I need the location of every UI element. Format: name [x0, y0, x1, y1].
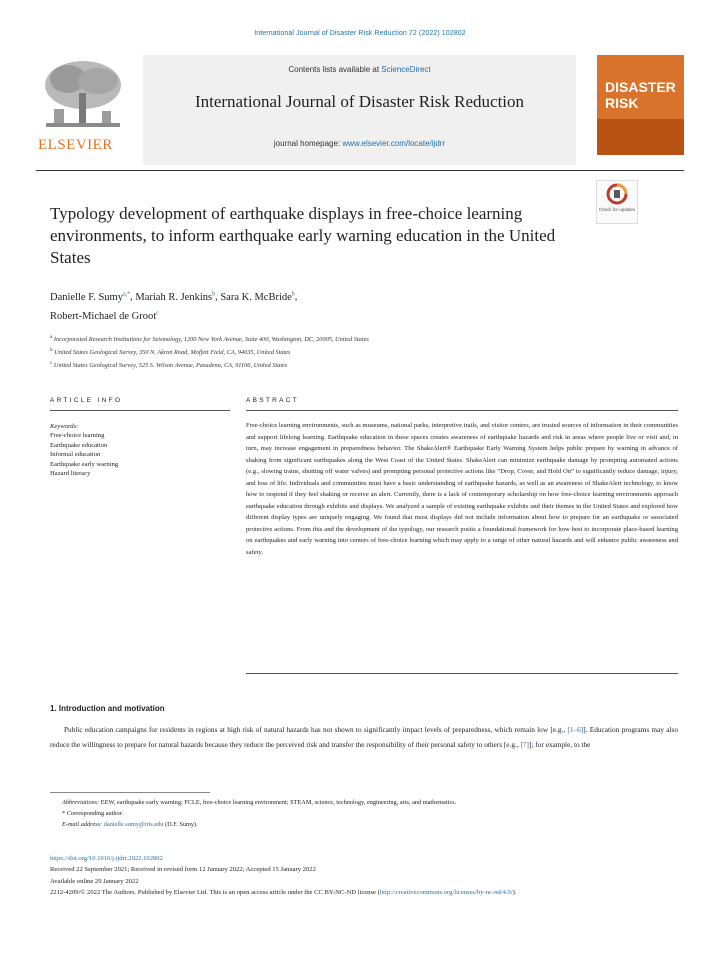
author-marks[interactable]: a,* [122, 291, 131, 297]
online-date: Available online 29 January 2022 [50, 877, 139, 885]
journal-reference[interactable]: International Journal of Disaster Risk Reduction 72 (2022) 102802 [254, 30, 466, 37]
citation-link[interactable]: [7] [520, 740, 529, 750]
check-updates-icon [597, 181, 637, 207]
doi-link[interactable]: https://doi.org/10.1016/j.ijdrr.2022.102802 [50, 855, 163, 862]
section-heading: 1. Introduction and motivation [50, 704, 165, 713]
journal-title: International Journal of Disaster Risk Reduction [194, 92, 525, 111]
header-divider [36, 170, 684, 171]
affiliation-mark: c [50, 360, 53, 367]
affiliation-mark: a [50, 334, 53, 340]
license-link[interactable]: http://creativecommons.org/licenses/by-nc-nd/4.0/ [379, 888, 513, 896]
affiliation-text: United States Geological Survey, 525 S. Wilson Avenue, Pasadena, CA, 91106, United States [53, 362, 288, 370]
corresponding-author-note: * Corresponding author. [62, 810, 124, 817]
license-prefix: 2212-4209/© 2022 The Authors. Published by Elsevier Ltd. This is an open access article under the CC BY-NC-ND license ( [50, 888, 380, 896]
journal-banner [36, 55, 576, 165]
author-separator: , [215, 291, 221, 303]
contents-prefix: Contents lists available at [288, 65, 382, 74]
keywords-list [50, 422, 230, 478]
affiliation-text: Incorporated Research Institutions for Seismology, 1200 New York Avenue, Suite 400, Washington, DC, 20005, United States [53, 336, 369, 344]
affiliation [50, 332, 670, 345]
author-separator: , [130, 291, 136, 303]
intro-text: Public education campaigns for residents in regions at high risk of natural hazards has not shown to significantly impact levels of preparedness, which remain low [e.g., [64, 725, 568, 734]
author-name: Robert-Michael de Groot [50, 311, 157, 322]
citation-link[interactable]: [1–6] [567, 725, 584, 734]
homepage-prefix: journal homepage: [273, 139, 343, 148]
publication-info [50, 853, 678, 898]
author-separator: , [294, 291, 298, 303]
keywords-label: Keywords: [50, 423, 79, 430]
author-name: Sara K. McBride [220, 291, 292, 303]
cover-band [597, 119, 684, 155]
cover-title-line1: DISASTER [605, 79, 676, 95]
affiliation [50, 358, 670, 371]
affiliations [50, 332, 670, 371]
intro-paragraph [50, 722, 678, 753]
license-suffix: ). [512, 888, 517, 896]
abstract-text: Free-choice learning environments, such as museums, national parks, interpretive trails, and visitor centers, are trusted sources of information in their communities and support lifelong learning. Earthquake education in these spaces creates awareness of earthquake hazards and risk in areas where people live or visit and, in turn, may increase engagement in preparedness behavior. The ShakeAlert® Earthquake Early Warning System helps public prepare by warning in advance of shaking from significant earthquakes along the West Coast of the United States. ShakeAlert can minimize earthquake damage by prompting automated actions (e.g., slowing trains, shutting off water valves) and prompting personal protective actions like “Drop, Cover, and Hold On” to significantly reduce damage, injury, and loss of life. Individuals and communities must have a basic understanding of earthquake hazards, as well as an awareness of ShakeAlert technology, to know how to respond if they feel shaking or receive an alert. Currently, there is a lack of contemporary scholarship on how free-choice learning environments approach earthquake education through exhibits and displays. We analyzed a sample of existing earthquake exhibits and their themes in the United States and explored how different display types are uniquely engaging. We found that most displays did not include information about how to prepare for an earthquake or associated protective actions. From this and the development of the typology, our research posits a foundational framework for how best to incorporate place-based learning on earthquakes and early warning into centers of free-choice learning which may apply to a range of other natural hazards and will enhance public awareness and safety. [246, 422, 678, 556]
abstract-heading: ABSTRACT [246, 397, 300, 404]
author-marks[interactable]: c [156, 310, 159, 317]
sciencedirect-link[interactable]: ScienceDirect [381, 65, 431, 74]
email-suffix: (D.F. Sumy). [163, 821, 198, 828]
homepage-line [143, 139, 576, 148]
check-for-updates-badge[interactable] [596, 180, 638, 224]
contents-line [143, 65, 576, 74]
keyword-item: Free-choice learning [50, 432, 105, 440]
author[interactable] [50, 292, 130, 303]
abstract-bottom-divider [246, 673, 678, 674]
cover-title-line2: RISK [605, 95, 639, 111]
footnote-divider [50, 792, 210, 793]
affiliation-mark: b [50, 347, 53, 354]
abbreviations-note [62, 797, 678, 808]
email-link[interactable]: danielle.sumy@iris.edu [103, 821, 164, 828]
author[interactable] [220, 292, 294, 303]
author-name: Mariah R. Jenkins [135, 291, 213, 303]
journal-cover-thumbnail[interactable] [597, 55, 684, 155]
author-list [50, 286, 610, 325]
author[interactable] [135, 292, 215, 303]
article-title: Typology development of earthquake displays in free-choice learning environments, to inform earthquake early warning education in the United States [50, 204, 556, 267]
keyword-item: Informal education [50, 451, 101, 459]
journal-homepage-link[interactable]: www.elsevier.com/locate/ijdrr [342, 139, 446, 148]
footnotes [62, 797, 678, 830]
intro-text: ]; for example, to the [528, 740, 591, 750]
received-dates: Received 22 September 2021; Received in revised form 12 January 2022; Accepted 15 January 2022 [50, 866, 316, 874]
abstract-divider [246, 410, 678, 411]
author-name: Danielle F. Sumy [50, 291, 123, 303]
elsevier-tree-logo-icon[interactable] [36, 55, 130, 159]
banner-center [143, 55, 576, 165]
author-marks[interactable]: b [291, 291, 295, 297]
author[interactable] [50, 311, 159, 322]
intro-text: ]. Education programs may also reduce the willingness to prepare for natural hazards because they reduce the perceived risk and transfer the responsibility of their personal safety to others [e.g., [50, 725, 678, 750]
article-info-heading: ARTICLE INFO [50, 397, 123, 404]
email-label: E-mail address: [62, 821, 103, 828]
affiliation [50, 345, 670, 358]
keyword-item: Earthquake education [50, 441, 108, 449]
affiliation-text: United States Geological Survey, 350 N. Akron Road, Moffett Field, CA, 94035, United States [54, 349, 291, 357]
abbreviations-label: Abbreviations: [62, 799, 100, 806]
keyword-item: Hazard literacy [50, 470, 91, 478]
author-marks[interactable]: b [212, 291, 216, 297]
check-updates-label: Check for updates [598, 207, 636, 212]
email-note [62, 819, 678, 830]
publisher-logo-text: ELSEVIER [38, 137, 113, 153]
keyword-item: Earthquake early warning [50, 460, 119, 468]
license-text [50, 887, 678, 898]
article-info-divider [50, 410, 230, 411]
abbreviations-text: EEW, earthquake early warning; FCLE, free-choice learning environment; STEAM, science, technology, engineering, arts, and mathematics. [99, 799, 457, 806]
